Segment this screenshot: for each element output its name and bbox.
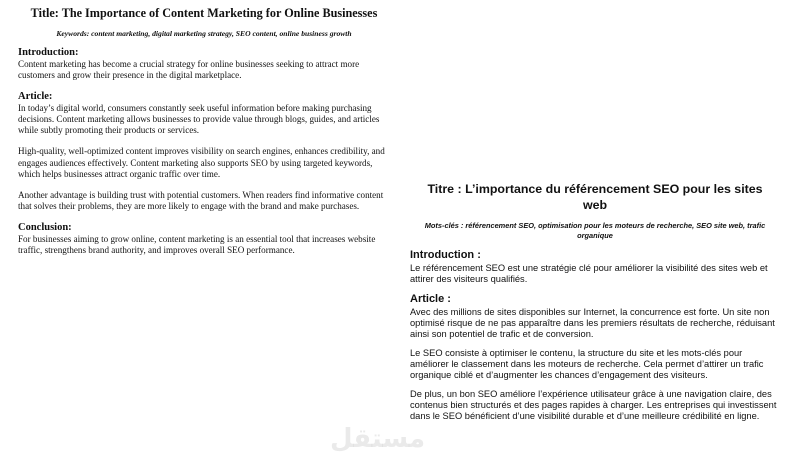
article-paragraph-1: Avec des millions de sites disponibles sur Internet, la concurrence est forte. Un site non optimisé risque de ne pas apparaître dans les premiers résultats de recherche, réduisant ainsi son potentiel de trafic et de conversion. — [410, 306, 775, 339]
watermark-logo: مستقل — [330, 424, 426, 454]
introduction-heading: Introduction: — [18, 47, 79, 58]
article-heading: Article: — [18, 91, 53, 103]
article-paragraph-2: Le SEO consiste à optimiser le contenu, la structure du site et les mots-clés pour améliorer le classement dans les moteurs de recherche. Cela permet d’attirer un trafic organique ciblé et d’augmenter les chances d’engagement des visiteurs. — [410, 347, 764, 381]
article-paragraph-3: De plus, un bon SEO améliore l’expérience utilisateur grâce à une navigation claire, des contenus bien structurés et des pages rapides à charger. Les entreprises qui investissent dans le SEO bénéficient d’une visibilité durable et d’une meilleure crédibilité en ligne. — [410, 388, 777, 422]
document-title: Title: The Importance of Content Marketing for Online Businesses — [30, 6, 378, 20]
document-keywords: Keywords: content marketing, digital marketing strategy, SEO content, online business growth — [56, 29, 352, 38]
introduction-heading: Introduction : — [410, 248, 481, 261]
document-title: Titre : L’importance du référencement SEO pour les sites web — [427, 182, 763, 212]
article-paragraph-1: In today’s digital world, consumers constantly seek useful information before making purchasing decisions. Content marketing allows businesses to provide value through blogs, guides, and articles while subtly promoting their products or services. — [18, 103, 380, 136]
article-heading: Article : — [410, 292, 451, 305]
article-paragraph-2: High-quality, well-optimized content improves visibility on search engines, enhances credibility, and engages audiences effectively. Content marketing also supports SEO by using targeted keywords, which helps businesses attract organic traffic over time. — [18, 146, 385, 179]
article-paragraph-3: Another advantage is building trust with potential customers. When readers find informative content that solves their problems, they are more likely to engage with the brand and make purchases. — [18, 189, 384, 211]
english-document — [18, 6, 390, 266]
introduction-paragraph: Content marketing has become a crucial strategy for online businesses seeking to attract more customers and grow their presence in the digital marketplace. — [18, 59, 360, 81]
conclusion-heading: Conclusion: — [18, 221, 72, 233]
conclusion-paragraph: For businesses aiming to grow online, content marketing is an essential tool that increases website traffic, strengthens brand authority, and improves overall SEO performance. — [18, 233, 376, 256]
introduction-paragraph: Le référencement SEO est une stratégie clé pour améliorer la visibilité des sites web et attirer des visiteurs qualifiés. — [410, 262, 768, 284]
french-document — [410, 182, 780, 430]
document-keywords: Mots-clés : référencement SEO, optimisation pour les moteurs de recherche, SEO site web, trafic organique — [424, 221, 766, 240]
